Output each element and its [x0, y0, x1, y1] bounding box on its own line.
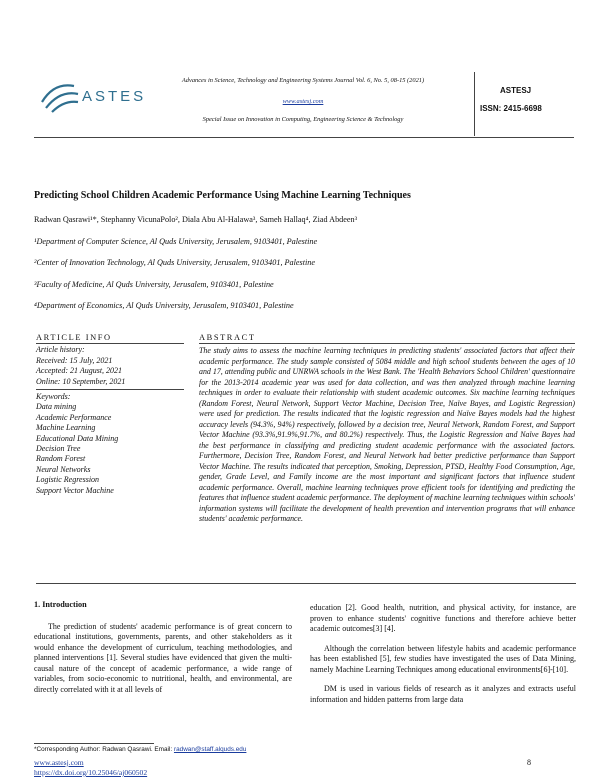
accepted-date: Accepted: 21 August, 2021	[36, 366, 123, 375]
header-divider	[34, 137, 574, 138]
authors: Radwan Qasrawi¹*, Stephanny VicunaPolo², Diala Abu Al-Halawa³, Sameh Hallaq⁴, Ziad Abdeen³	[34, 215, 358, 224]
received-date: Received: 15 July, 2021	[36, 355, 113, 365]
online-date: Online: 10 September, 2021	[36, 376, 126, 386]
section-heading: 1. Introduction	[34, 600, 87, 609]
paragraph: education [2]. Good health, nutrition, and physical activity, for instance, are proven to enhance students' cognitive functions and therefore achieve better academic outcomes[3] [4].	[310, 603, 576, 633]
issn: ISSN: 2415-6698	[480, 104, 542, 113]
right-column	[310, 603, 576, 714]
keyword: Data mining	[36, 402, 77, 412]
logo-text: ASTES	[82, 88, 147, 105]
doi-link[interactable]: https://dx.doi.org/10.25046/aj060502	[34, 768, 148, 777]
page-number: 8	[527, 758, 531, 767]
special-issue: Special Issue on Innovation in Computing, Engineering Science & Technology	[202, 116, 404, 123]
footnote-label: *Corresponding Author: Radwan Qasrawi. Email:	[34, 746, 174, 753]
footnote	[34, 746, 246, 753]
affiliation-3: ³Faculty of Medicine, Al Quds University, Jerusalem, 9103401, Palestine	[34, 280, 274, 289]
keyword: Academic Performance	[36, 412, 112, 422]
article-info	[36, 333, 184, 496]
abstract-text: The study aims to assess the machine learning techniques in predicting students' associated factors that affect their academic performance. The study sample consisted of 5084 middle and high school students between the ages of 10 and 17, attending public and UNRWA schools in the West Bank. The 'Health Behaviors School Children' questionnaire for the 2013-2014 academic year was used for data collection, and was then analyzed through machine learning techniques in order to evaluate their relationship with student academic outcomes. Six machine learning techniques (Random Forest, Neural Network, Support Vector Machine, Decision Tree, Naïve Bayes, and Logistic Regression) were used for prediction. The results indicated that the logistic regression and Naïve Bayes models had the highest accuracy levels (94.3%, 94%) respectively, followed by a decision tree, Neural Network, Random Forest, and Support Vector Machine (93.3%,91.9%,91.7%, and 80.2%) respectively. Thus, the Logistic Regression and Naïve Bayes had the best performance in classifying and predicting student academic performance with the associated factors. Furthermore, Decision Tree, Random Forest, and Neural Network had better predictive performance than Support Vector Machine. The results indicated that perception, Smoking, Depression, PTSD, Healthy Food Consumption, Age, gender, Grade Level, and Family income are the most important and significant factors that influence student academic performance. Overall, machine learning techniques prove efficient tools for identifying and predicting the features that influence student academic performance. The deployment of machine learning techniques within schools' information systems will facilitate the development of health prevention and intervention programs that will enhance students' academic performance.	[199, 346, 575, 523]
paragraph: The prediction of students' academic performance is of great concern to educational institutions, governments, parents, and other stakeholders as it would enhance the development of curriculum, teaching methodologies, and planned interventions [1]. Several studies have evidenced that given the multi-causal nature of the concept of academic performance, a wide range of variables, from socio-economic to nutritional, health, and environmental, are directly correlated with it at all levels of	[34, 621, 292, 694]
paper-title: Predicting School Children Academic Performance Using Machine Learning Techniques	[34, 190, 411, 201]
journal-badge: ASTESJ	[500, 86, 532, 95]
paragraph: Although the correlation between lifestyle habits and academic performance has been established [5], few studies have investigated the uses of Data Mining, namely Machine Learning Techniques among educational environments[6]-[10].	[310, 643, 576, 674]
abstract-heading: ABSTRACT	[199, 333, 575, 344]
abstract-divider	[36, 583, 576, 584]
affiliation-2: ²Center of Innovation Technology, Al Quds University, Jerusalem, 9103401, Palestine	[34, 258, 316, 267]
affiliation-4: ⁴Department of Economics, Al Quds University, Jerusalem, 9103401, Palestine	[34, 301, 294, 310]
article-info-heading: ARTICLE INFO	[36, 333, 184, 344]
footnote-divider	[34, 743, 154, 744]
affiliation-1: ¹Department of Computer Science, Al Quds University, Jerusalem, 9103401, Palestine	[34, 237, 318, 246]
left-column	[34, 600, 292, 704]
keyword: Support Vector Machine	[36, 485, 114, 495]
email-link[interactable]: radwan@staff.alquds.edu	[173, 746, 247, 753]
keyword: Decision Tree	[36, 444, 81, 454]
footer-web-link[interactable]: www.astesj.com	[34, 758, 84, 767]
journal-line: Advances in Science, Technology and Engineering Systems Journal Vol. 6, No. 5, 08-15 (2021)	[181, 77, 425, 84]
keyword: Machine Learning	[36, 423, 96, 433]
keyword: Educational Data Mining	[36, 433, 119, 443]
keywords-label: Keywords:	[36, 392, 71, 401]
keyword: Random Forest	[36, 454, 86, 464]
keyword: Logistic Regression	[36, 475, 100, 485]
journal-web-link[interactable]: www.astesj.com	[282, 98, 324, 105]
keyword: Neural Networks	[36, 464, 91, 474]
history-label: Article history:	[36, 345, 85, 354]
paragraph: DM is used in various fields of research as it analyzes and extracts useful information and hidden patterns from large data	[310, 684, 576, 704]
header-divider-vertical	[474, 72, 475, 136]
abstract-section	[199, 333, 575, 525]
